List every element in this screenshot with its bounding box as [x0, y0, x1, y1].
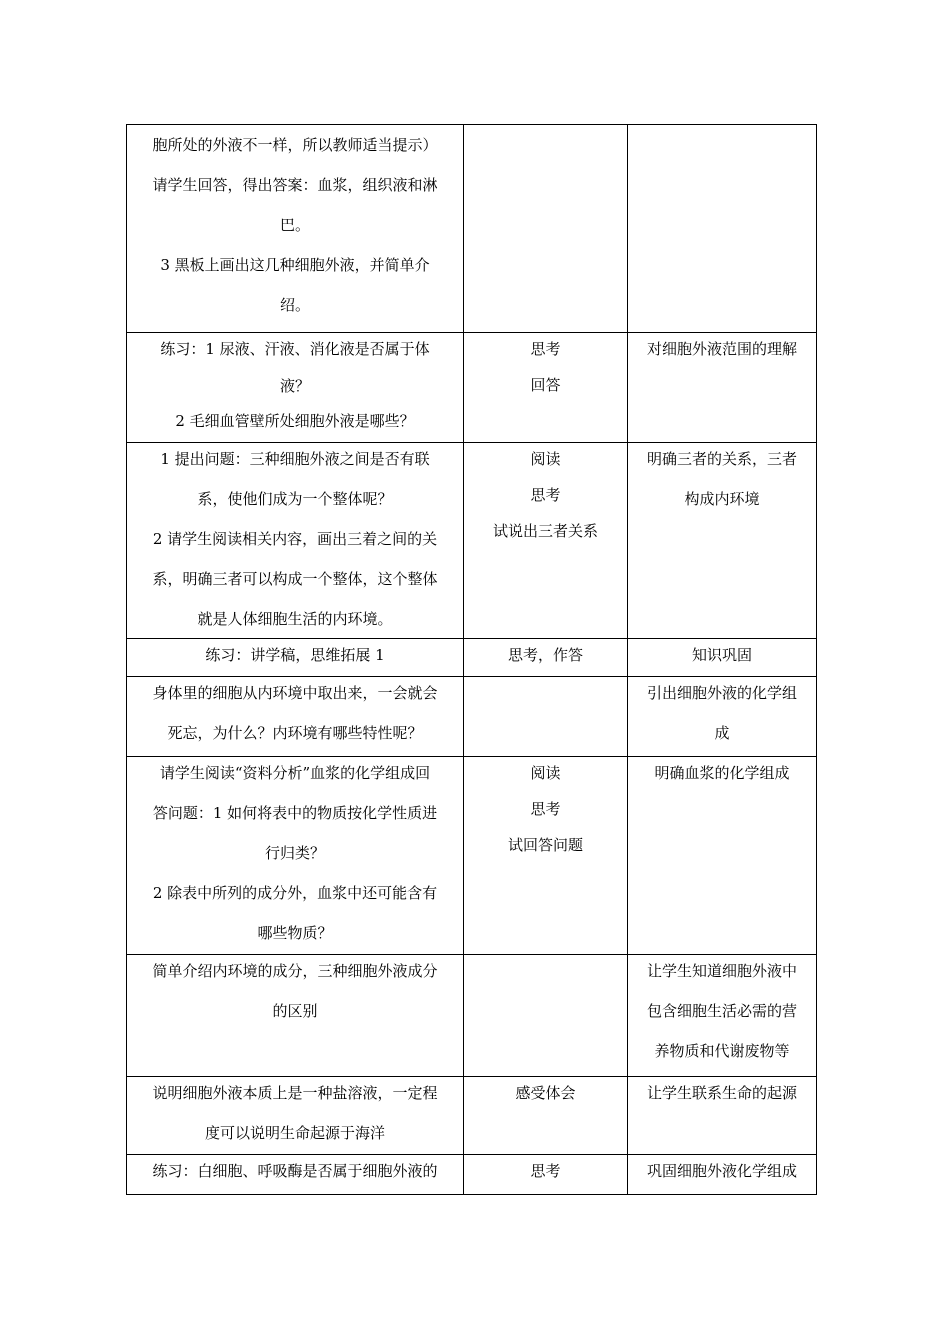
activity-cell: [127, 1155, 464, 1195]
intent-cell: [628, 677, 817, 757]
cell-line: 巴。: [279, 216, 310, 234]
table-row: [127, 1155, 817, 1195]
activity-cell: [127, 757, 464, 955]
cell-line: 身体里的细胞从内环境中取出来，一会就会: [152, 684, 438, 702]
activity-cell: [127, 639, 464, 677]
cell-line: 思考: [530, 486, 561, 504]
activity-cell: [127, 955, 464, 1077]
cell-line: 阅读: [530, 450, 561, 468]
cell-line: 2 请学生阅读相关内容，画出三着之间的关: [152, 530, 438, 548]
cell-line: 感受体会: [515, 1084, 576, 1102]
cell-line: 思考: [530, 340, 561, 358]
cell-line: 练习：讲学稿，思维拓展 1: [205, 646, 385, 664]
intent-cell: [628, 333, 817, 443]
cell-line: 3 黑板上画出这几种细胞外液，并简单介: [160, 256, 430, 274]
cell-line: 1 提出问题：三种细胞外液之间是否有联: [160, 450, 430, 468]
table-row: [127, 125, 817, 333]
cell-line: 明确血浆的化学组成: [654, 764, 790, 782]
activity-cell: [127, 443, 464, 639]
table-row: [127, 333, 817, 443]
cell-line: 液？: [279, 377, 310, 395]
intent-cell: [628, 443, 817, 639]
cell-line: 思考: [530, 1162, 561, 1180]
cell-line: 养物质和代谢废物等: [654, 1042, 790, 1060]
student-cell: [464, 333, 628, 443]
cell-line: 请学生阅读“资料分析”血浆的化学组成回: [159, 764, 431, 782]
student-cell: [464, 125, 628, 333]
cell-line: 思考: [530, 800, 561, 818]
table-row: [127, 677, 817, 757]
student-cell: [464, 443, 628, 639]
table-row: [127, 443, 817, 639]
cell-line: 系，使他们成为一个整体呢？: [197, 490, 393, 508]
cell-line: 请学生回答，得出答案：血浆，组织液和淋: [152, 176, 438, 194]
cell-line: 让学生联系生命的起源: [646, 1084, 797, 1102]
cell-line: 绍。: [279, 296, 310, 314]
intent-cell: [628, 757, 817, 955]
cell-line: 引出细胞外液的化学组: [646, 684, 797, 702]
cell-line: 构成内环境: [684, 490, 760, 508]
intent-cell: [628, 1155, 817, 1195]
cell-line: 阅读: [530, 764, 561, 782]
table-row: [127, 955, 817, 1077]
cell-line: 哪些物质？: [257, 924, 333, 942]
cell-line: 包含细胞生活必需的营: [646, 1002, 797, 1020]
activity-cell: [127, 1077, 464, 1155]
cell-line: 就是人体细胞生活的内环境。: [197, 610, 393, 628]
student-cell: [464, 639, 628, 677]
cell-line: 试说出三者关系: [492, 522, 598, 540]
cell-line: 思考，作答: [507, 646, 583, 664]
cell-line: 死忘，为什么？内环境有哪些特性呢？: [167, 724, 423, 742]
table-row: [127, 639, 817, 677]
cell-line: 巩固细胞外液化学组成: [646, 1162, 797, 1180]
table-body: [127, 125, 817, 1195]
cell-line: 回答: [530, 376, 561, 394]
student-cell: [464, 677, 628, 757]
cell-line: 练习：白细胞、呼吸酶是否属于细胞外液的: [152, 1162, 438, 1180]
cell-line: 练习：1 尿液、汗液、消化液是否属于体: [160, 340, 430, 358]
cell-line: 答问题：1 如何将表中的物质按化学性质进: [152, 804, 438, 822]
cell-line: 对细胞外液范围的理解: [646, 340, 797, 358]
cell-line: 系，明确三者可以构成一个整体，这个整体: [152, 570, 438, 588]
activity-cell: [127, 125, 464, 333]
student-cell: [464, 1155, 628, 1195]
student-cell: [464, 1077, 628, 1155]
cell-line: 度可以说明生命起源于海洋: [204, 1124, 385, 1142]
table-row: [127, 1077, 817, 1155]
table-row: [127, 757, 817, 955]
cell-line: 让学生知道细胞外液中: [646, 962, 797, 980]
cell-line: 2 毛细血管壁所处细胞外液是哪些？: [175, 412, 415, 430]
intent-cell: [628, 639, 817, 677]
cell-line: 试回答问题: [507, 836, 583, 854]
intent-cell: [628, 1077, 817, 1155]
student-cell: [464, 757, 628, 955]
cell-line: 知识巩固: [691, 646, 752, 664]
cell-line: 说明细胞外液本质上是一种盐溶液，一定程: [152, 1084, 438, 1102]
activity-cell: [127, 677, 464, 757]
cell-line: 胞所处的外液不一样，所以教师适当提示）: [152, 136, 438, 154]
intent-cell: [628, 955, 817, 1077]
cell-line: 的区别: [272, 1002, 318, 1020]
cell-line: 明确三者的关系，三者: [646, 450, 797, 468]
student-cell: [464, 955, 628, 1077]
cell-line: 成: [714, 724, 730, 742]
cell-line: 简单介绍内环境的成分，三种细胞外液成分: [152, 962, 438, 980]
activity-cell: [127, 333, 464, 443]
cell-line: 2 除表中所列的成分外，血浆中还可能含有: [152, 884, 438, 902]
intent-cell: [628, 125, 817, 333]
cell-line: 行归类？: [264, 844, 325, 862]
lesson-plan-table: [126, 124, 817, 1195]
